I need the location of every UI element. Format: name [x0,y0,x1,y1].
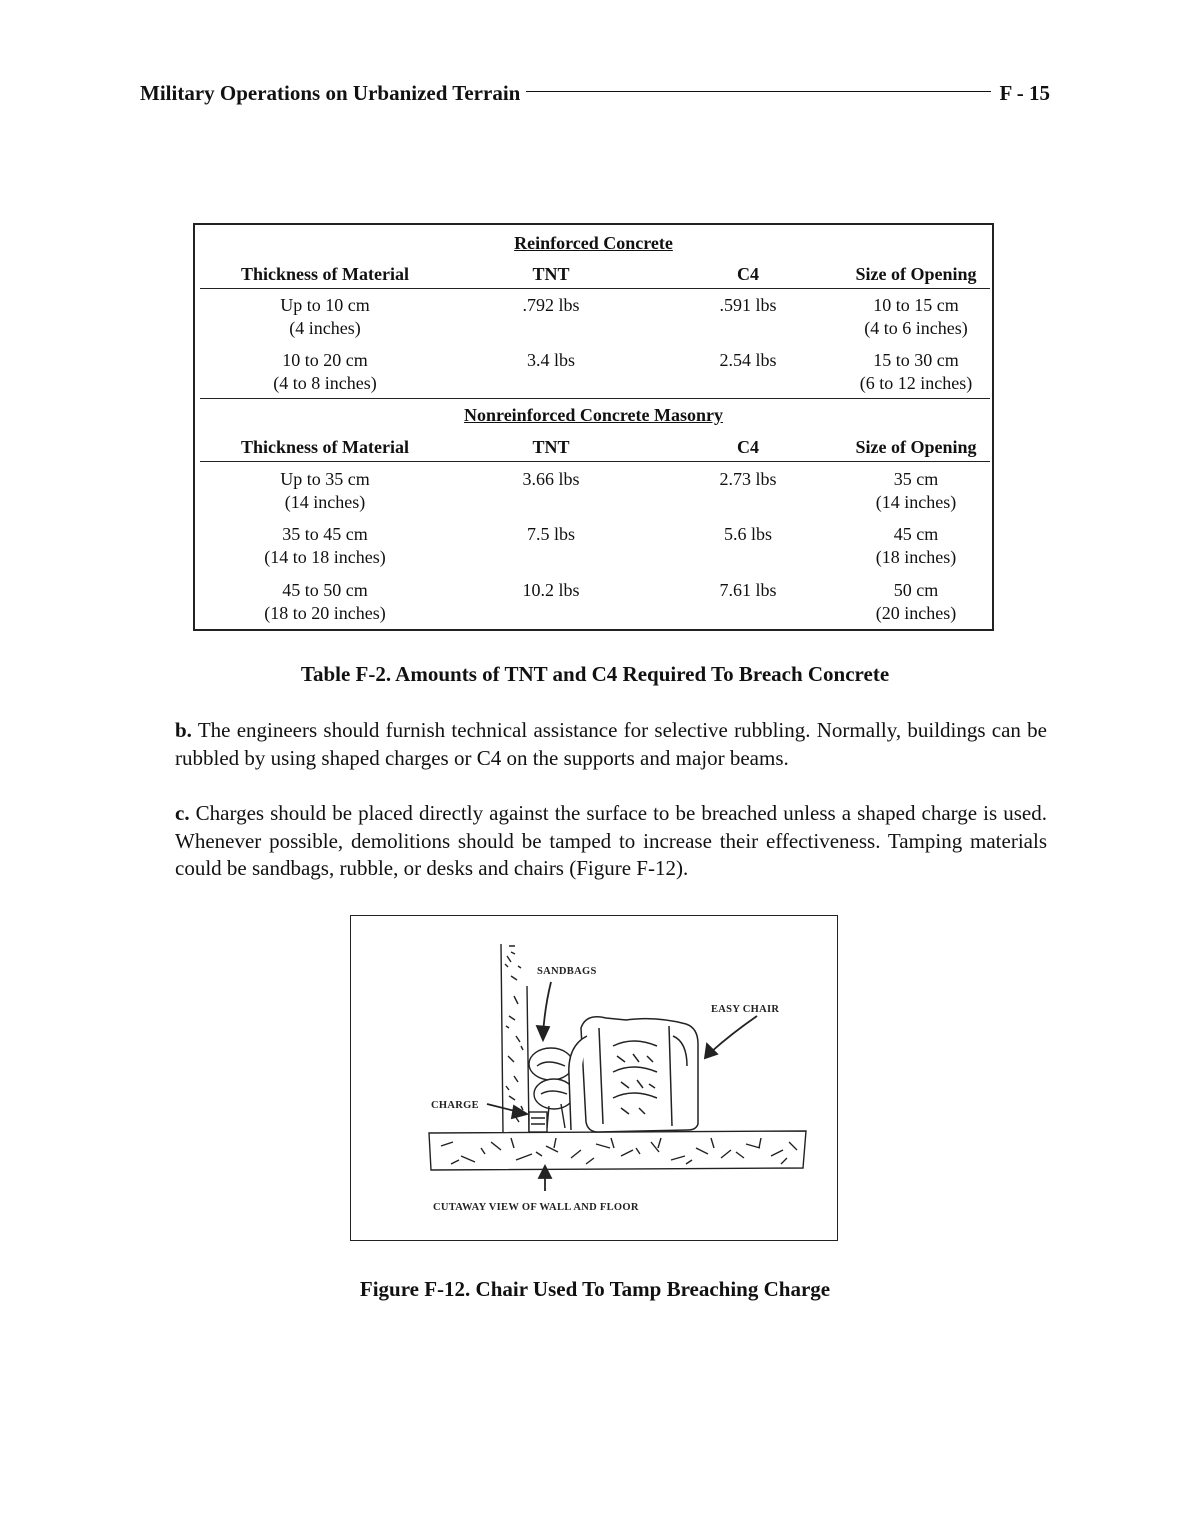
col-header-tnt: TNT [532,437,570,457]
paragraph-c [175,800,1047,883]
table-cell-c4: 5.6 lbs [723,524,772,544]
chair-illustration [351,916,836,1239]
figure-chair-tamping [350,915,838,1241]
header-title: Military Operations on Urbanized Terrain [140,80,521,105]
section-divider [200,398,990,399]
table-cell-tnt: 10.2 lbs [522,580,580,600]
label-cutaway: CUTAWAY VIEW OF WALL AND FLOOR [433,1202,639,1213]
label-easy-chair: EASY CHAIR [711,1004,780,1015]
opening-in: (6 to 12 inches) [859,373,973,393]
wall [501,944,529,1133]
label-sandbags: SANDBAGS [537,966,597,977]
opening-in: (14 inches) [875,492,957,512]
table-cell-opening [816,579,1016,625]
label-charge: CHARGE [431,1100,479,1111]
thickness-in: (14 to 18 inches) [264,547,386,567]
page-header [140,78,1050,108]
charge [529,1112,547,1132]
col-header-tnt: TNT [532,264,570,284]
table-cell-thickness [225,294,425,340]
table-caption: Table F-2. Amounts of TNT and C4 Required To Breach Concrete [300,662,890,686]
paragraph-label: b. [175,718,192,742]
opening-cm: 45 cm [893,524,939,544]
table-cell-tnt: 3.4 lbs [526,350,575,370]
thickness-cm: 10 to 20 cm [282,350,368,370]
table-cell-opening [816,468,1016,514]
opening-cm: 50 cm [893,580,939,600]
table-cell-opening [816,523,1016,569]
table-cell-opening [816,294,1016,340]
thickness-cm: Up to 35 cm [280,469,370,489]
table-cell-tnt: .792 lbs [522,295,580,315]
col-header-opening: Size of Opening [855,264,977,284]
table-cell-thickness [225,468,425,514]
header-divider [200,288,990,289]
table-cell-thickness [225,349,425,395]
opening-cm: 10 to 15 cm [873,295,959,315]
table-cell-opening [816,349,1016,395]
breach-table [193,223,994,631]
paragraph-text: The engineers should furnish technical assistance for selective rubbling. Normally, buildings can be rubbled by using shaped charges or C4 on the supports and major beams. [175,718,1048,770]
page-number: F - 15 [999,80,1050,105]
col-header-thickness: Thickness of Material [241,437,409,457]
floor-slab [429,1131,806,1170]
table-cell-c4: 2.54 lbs [719,350,777,370]
table-cell-tnt: 3.66 lbs [522,469,580,489]
thickness-in: (4 to 8 inches) [273,373,377,393]
section-title-nonreinforced: Nonreinforced Concrete Masonry [464,405,723,425]
table-cell-thickness [225,579,425,625]
paragraph-label: c. [175,801,190,825]
opening-in: (4 to 6 inches) [864,318,968,338]
thickness-cm: 35 to 45 cm [282,524,368,544]
thickness-in: (14 inches) [284,492,366,512]
col-header-c4: C4 [737,437,759,457]
table-cell-thickness [225,523,425,569]
table-cell-tnt: 7.5 lbs [526,524,575,544]
table-cell-c4: 2.73 lbs [719,469,777,489]
opening-cm: 35 cm [893,469,939,489]
paragraph-b [175,717,1047,772]
thickness-in: (4 inches) [289,318,361,338]
opening-in: (18 inches) [875,547,957,567]
section-title-reinforced: Reinforced Concrete [514,233,673,253]
col-header-thickness: Thickness of Material [241,264,409,284]
paragraph-text: Charges should be placed directly against the surface to be breached unless a shaped charge is used. Whenever possible, demolitions should be tamped to increase their effectiveness. Tamping materials could be sandbags, rubble, or desks and chairs (Figure F-12). [175,801,1047,880]
header-rule [526,91,991,92]
header-divider [200,461,990,462]
col-header-c4: C4 [737,264,759,284]
table-cell-c4: 7.61 lbs [719,580,777,600]
thickness-cm: 45 to 50 cm [282,580,368,600]
thickness-cm: Up to 10 cm [280,295,370,315]
thickness-in: (18 to 20 inches) [264,603,386,623]
opening-in: (20 inches) [875,603,957,623]
figure-caption: Figure F-12. Chair Used To Tamp Breaching Charge [359,1277,831,1301]
opening-cm: 15 to 30 cm [873,350,959,370]
easy-chair [569,1017,698,1132]
table-cell-c4: .591 lbs [719,295,777,315]
col-header-opening: Size of Opening [855,437,977,457]
